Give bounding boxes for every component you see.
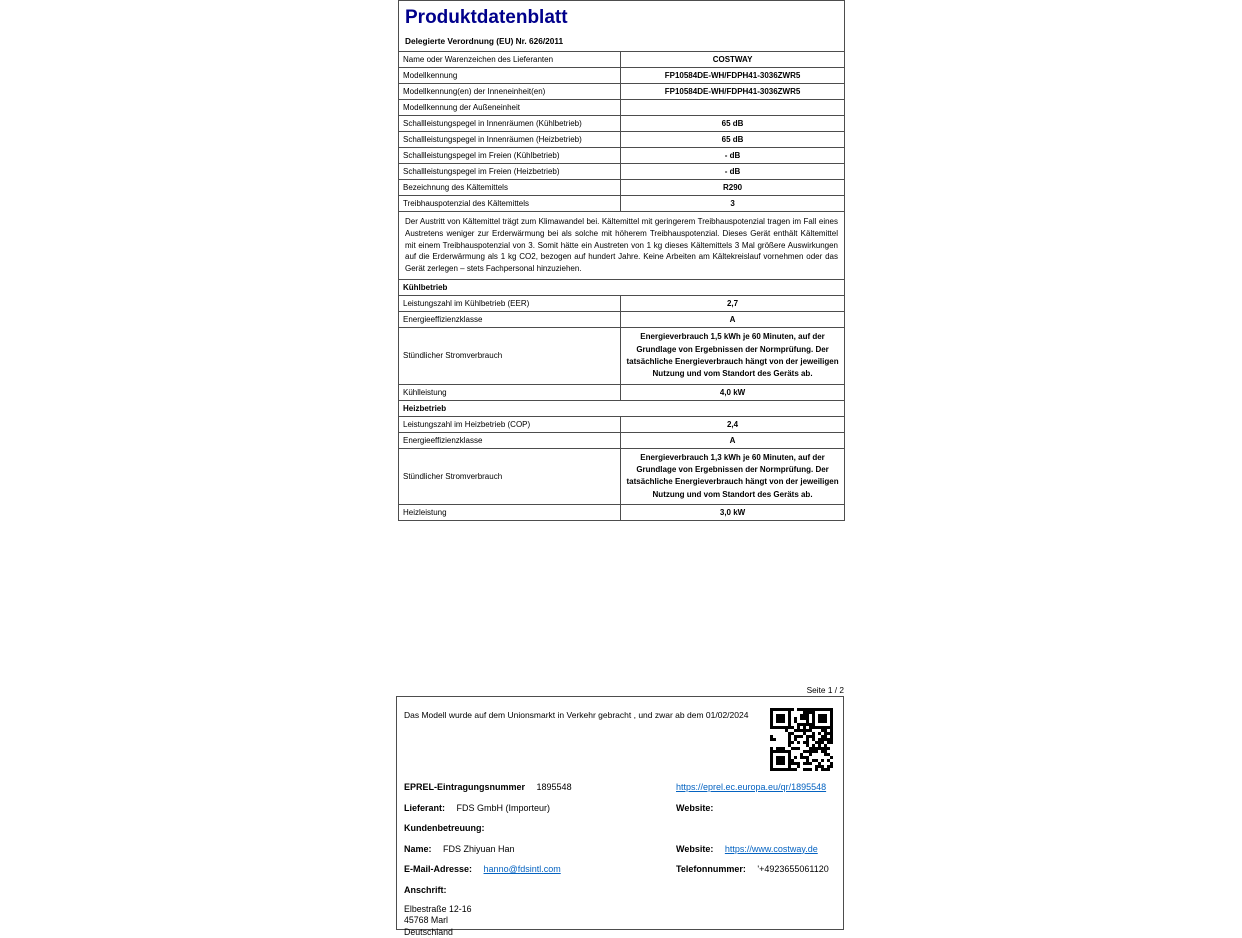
table-row: [399, 448, 845, 505]
row-value: 65 dB: [621, 132, 845, 148]
email-label: E-Mail-Adresse:: [404, 864, 473, 874]
table-row: [399, 180, 845, 196]
row-value: FP10584DE-WH/FDPH41-3036ZWR5: [621, 68, 845, 84]
name-left: [404, 844, 515, 854]
row-value: R290: [621, 180, 845, 196]
market-statement: Das Modell wurde auf dem Unionsmarkt in Verkehr gebracht , und zwar ab dem 01/02/2024: [404, 710, 749, 720]
table-row: [399, 116, 845, 132]
row-label: Heizleistung: [399, 505, 621, 521]
row-label: Name oder Warenzeichen des Lieferanten: [399, 52, 621, 68]
table-row: [399, 384, 845, 400]
row-label: Energieeffizienzklasse: [399, 432, 621, 448]
eprel-left: [404, 782, 572, 792]
section-header: Kühlbetrieb: [399, 280, 845, 296]
footer-top-row: [404, 708, 836, 781]
eprel-number: 1895548: [536, 782, 572, 792]
row-label: Schallleistungspegel in Innenräumen (Kühlbetrieb): [399, 116, 621, 132]
table-row: [399, 312, 845, 328]
customer-service-row: [404, 822, 836, 834]
contact-name-row: [404, 843, 836, 855]
row-label: Stündlicher Stromverbrauch: [399, 448, 621, 505]
eprel-link[interactable]: https://eprel.ec.europa.eu/qr/1895548: [676, 782, 827, 792]
row-value: 65 dB: [621, 116, 845, 132]
table-row: [399, 296, 845, 312]
address-line-street: Elbestraße 12-16: [404, 904, 472, 914]
row-label: Modellkennung(en) der Inneneinheit(en): [399, 84, 621, 100]
document-header: [398, 0, 845, 51]
supplier-label: Lieferant:: [404, 802, 446, 813]
name-value: FDS Zhiyuan Han: [443, 843, 515, 854]
email-link[interactable]: hanno@fdsintl.com: [483, 864, 561, 874]
section-row: [399, 280, 845, 296]
supplier-row: [404, 802, 836, 814]
row-value: [621, 100, 845, 116]
row-value: - dB: [621, 148, 845, 164]
table-row: [399, 164, 845, 180]
row-value: A: [621, 432, 845, 448]
row-label: Leistungszahl im Heizbetrieb (COP): [399, 416, 621, 432]
row-value: 3,0 kW: [621, 505, 845, 521]
table-row: [399, 132, 845, 148]
spec-table-body: [399, 52, 845, 521]
table-row: [399, 100, 845, 116]
section-row: [399, 400, 845, 416]
spec-document: [398, 0, 845, 521]
table-row: [399, 328, 845, 385]
row-label: Schallleistungspegel in Innenräumen (Heizbetrieb): [399, 132, 621, 148]
section-header: Heizbetrieb: [399, 400, 845, 416]
address-label: Anschrift:: [404, 884, 447, 895]
name-right: [676, 843, 818, 855]
email-right: [676, 863, 829, 875]
phone-label: Telefonnummer:: [676, 864, 746, 874]
refrigerant-note-text: Der Austritt von Kältemittel trägt zum Klimawandel bei. Kältemittel mit geringerem Treibhauspotenzial tragen im Fall eines Austretens weniger zur Erderwärmung bei als solche mit höherem Treibhauspotenzial. Dieses Gerät enthält Kältemittel mit einem Treibhauspotenzial von 3. Somit hätte ein Austreten von 1 kg dieses Kältemittels 3 Mal größere Auswirkungen auf die Erderwärmung als 1 kg CO2, bezogen auf hundert Jahre. Keine Arbeiten am Kältekreislauf vornehmen oder das Gerät zerlegen – stets Fachpersonal hinzuziehen.: [399, 212, 845, 280]
supplier-left: [404, 803, 550, 813]
table-row: [399, 84, 845, 100]
row-label: Bezeichnung des Kältemittels: [399, 180, 621, 196]
eprel-right: [676, 781, 826, 793]
row-value: 2,4: [621, 416, 845, 432]
row-label: Modellkennung: [399, 68, 621, 84]
table-row: [399, 196, 845, 212]
row-label: Kühlleistung: [399, 384, 621, 400]
row-label: Stündlicher Stromverbrauch: [399, 328, 621, 385]
row-label: Schallleistungspegel im Freien (Heizbetrieb): [399, 164, 621, 180]
address-line-country: Deutschland: [404, 926, 453, 937]
table-row: [399, 505, 845, 521]
row-value: A: [621, 312, 845, 328]
row-value: 2,7: [621, 296, 845, 312]
email-row: [404, 863, 836, 875]
row-label: Treibhauspotenzial des Kältemittels: [399, 196, 621, 212]
row-value: COSTWAY: [621, 52, 845, 68]
row-value: 4,0 kW: [621, 384, 845, 400]
row-value: - dB: [621, 164, 845, 180]
name-label: Name:: [404, 843, 432, 854]
email-left: [404, 864, 561, 874]
row-value: 3: [621, 196, 845, 212]
row-label: Modellkennung der Außeneinheit: [399, 100, 621, 116]
table-row: [399, 148, 845, 164]
table-row: [399, 68, 845, 84]
costway-website-link[interactable]: https://www.costway.de: [724, 843, 818, 854]
phone-value: '+4923655061120: [757, 864, 829, 874]
spec-table: [398, 51, 845, 521]
qr-code-icon: [770, 708, 833, 771]
eprel-row: [404, 781, 836, 793]
customer-service-label: Kundenbetreuung:: [404, 823, 485, 833]
page-title: Produktdatenblatt: [405, 7, 568, 28]
row-value: Energieverbrauch 1,3 kWh je 60 Minuten, auf der Grundlage von Ergebnissen der Normprüfung. Der tatsächliche Energieverbrauch hängt von der jeweiligen Nutzung und vom Standort des Geräts ab.: [621, 448, 845, 505]
regulation-subtitle: Delegierte Verordnung (EU) Nr. 626/2011: [405, 36, 564, 46]
row-label: Schallleistungspegel im Freien (Kühlbetrieb): [399, 148, 621, 164]
row-value: Energieverbrauch 1,5 kWh je 60 Minuten, auf der Grundlage von Ergebnissen der Normprüfung. Der tatsächliche Energieverbrauch hängt von der jeweiligen Nutzung und vom Standort des Geräts ab.: [621, 328, 845, 385]
address-label-row: [404, 884, 836, 896]
eprel-label: EPREL-Eintragungsnummer: [404, 782, 526, 792]
table-row: [399, 416, 845, 432]
page-indicator: Seite 1 / 2: [806, 685, 844, 695]
website-label-2: Website:: [676, 843, 714, 854]
supplier-value: FDS GmbH (Importeur): [456, 802, 551, 813]
row-label: Energieeffizienzklasse: [399, 312, 621, 328]
row-label: Leistungszahl im Kühlbetrieb (EER): [399, 296, 621, 312]
note-row: [399, 212, 845, 280]
supplier-right: [676, 802, 713, 814]
footer-box: [396, 696, 844, 937]
address-block: [404, 904, 836, 938]
row-value: FP10584DE-WH/FDPH41-3036ZWR5: [621, 84, 845, 100]
website-label-1: Website:: [676, 802, 714, 813]
table-row: [399, 432, 845, 448]
table-row: [399, 52, 845, 68]
address-line-city: 45768 Marl: [404, 915, 449, 926]
